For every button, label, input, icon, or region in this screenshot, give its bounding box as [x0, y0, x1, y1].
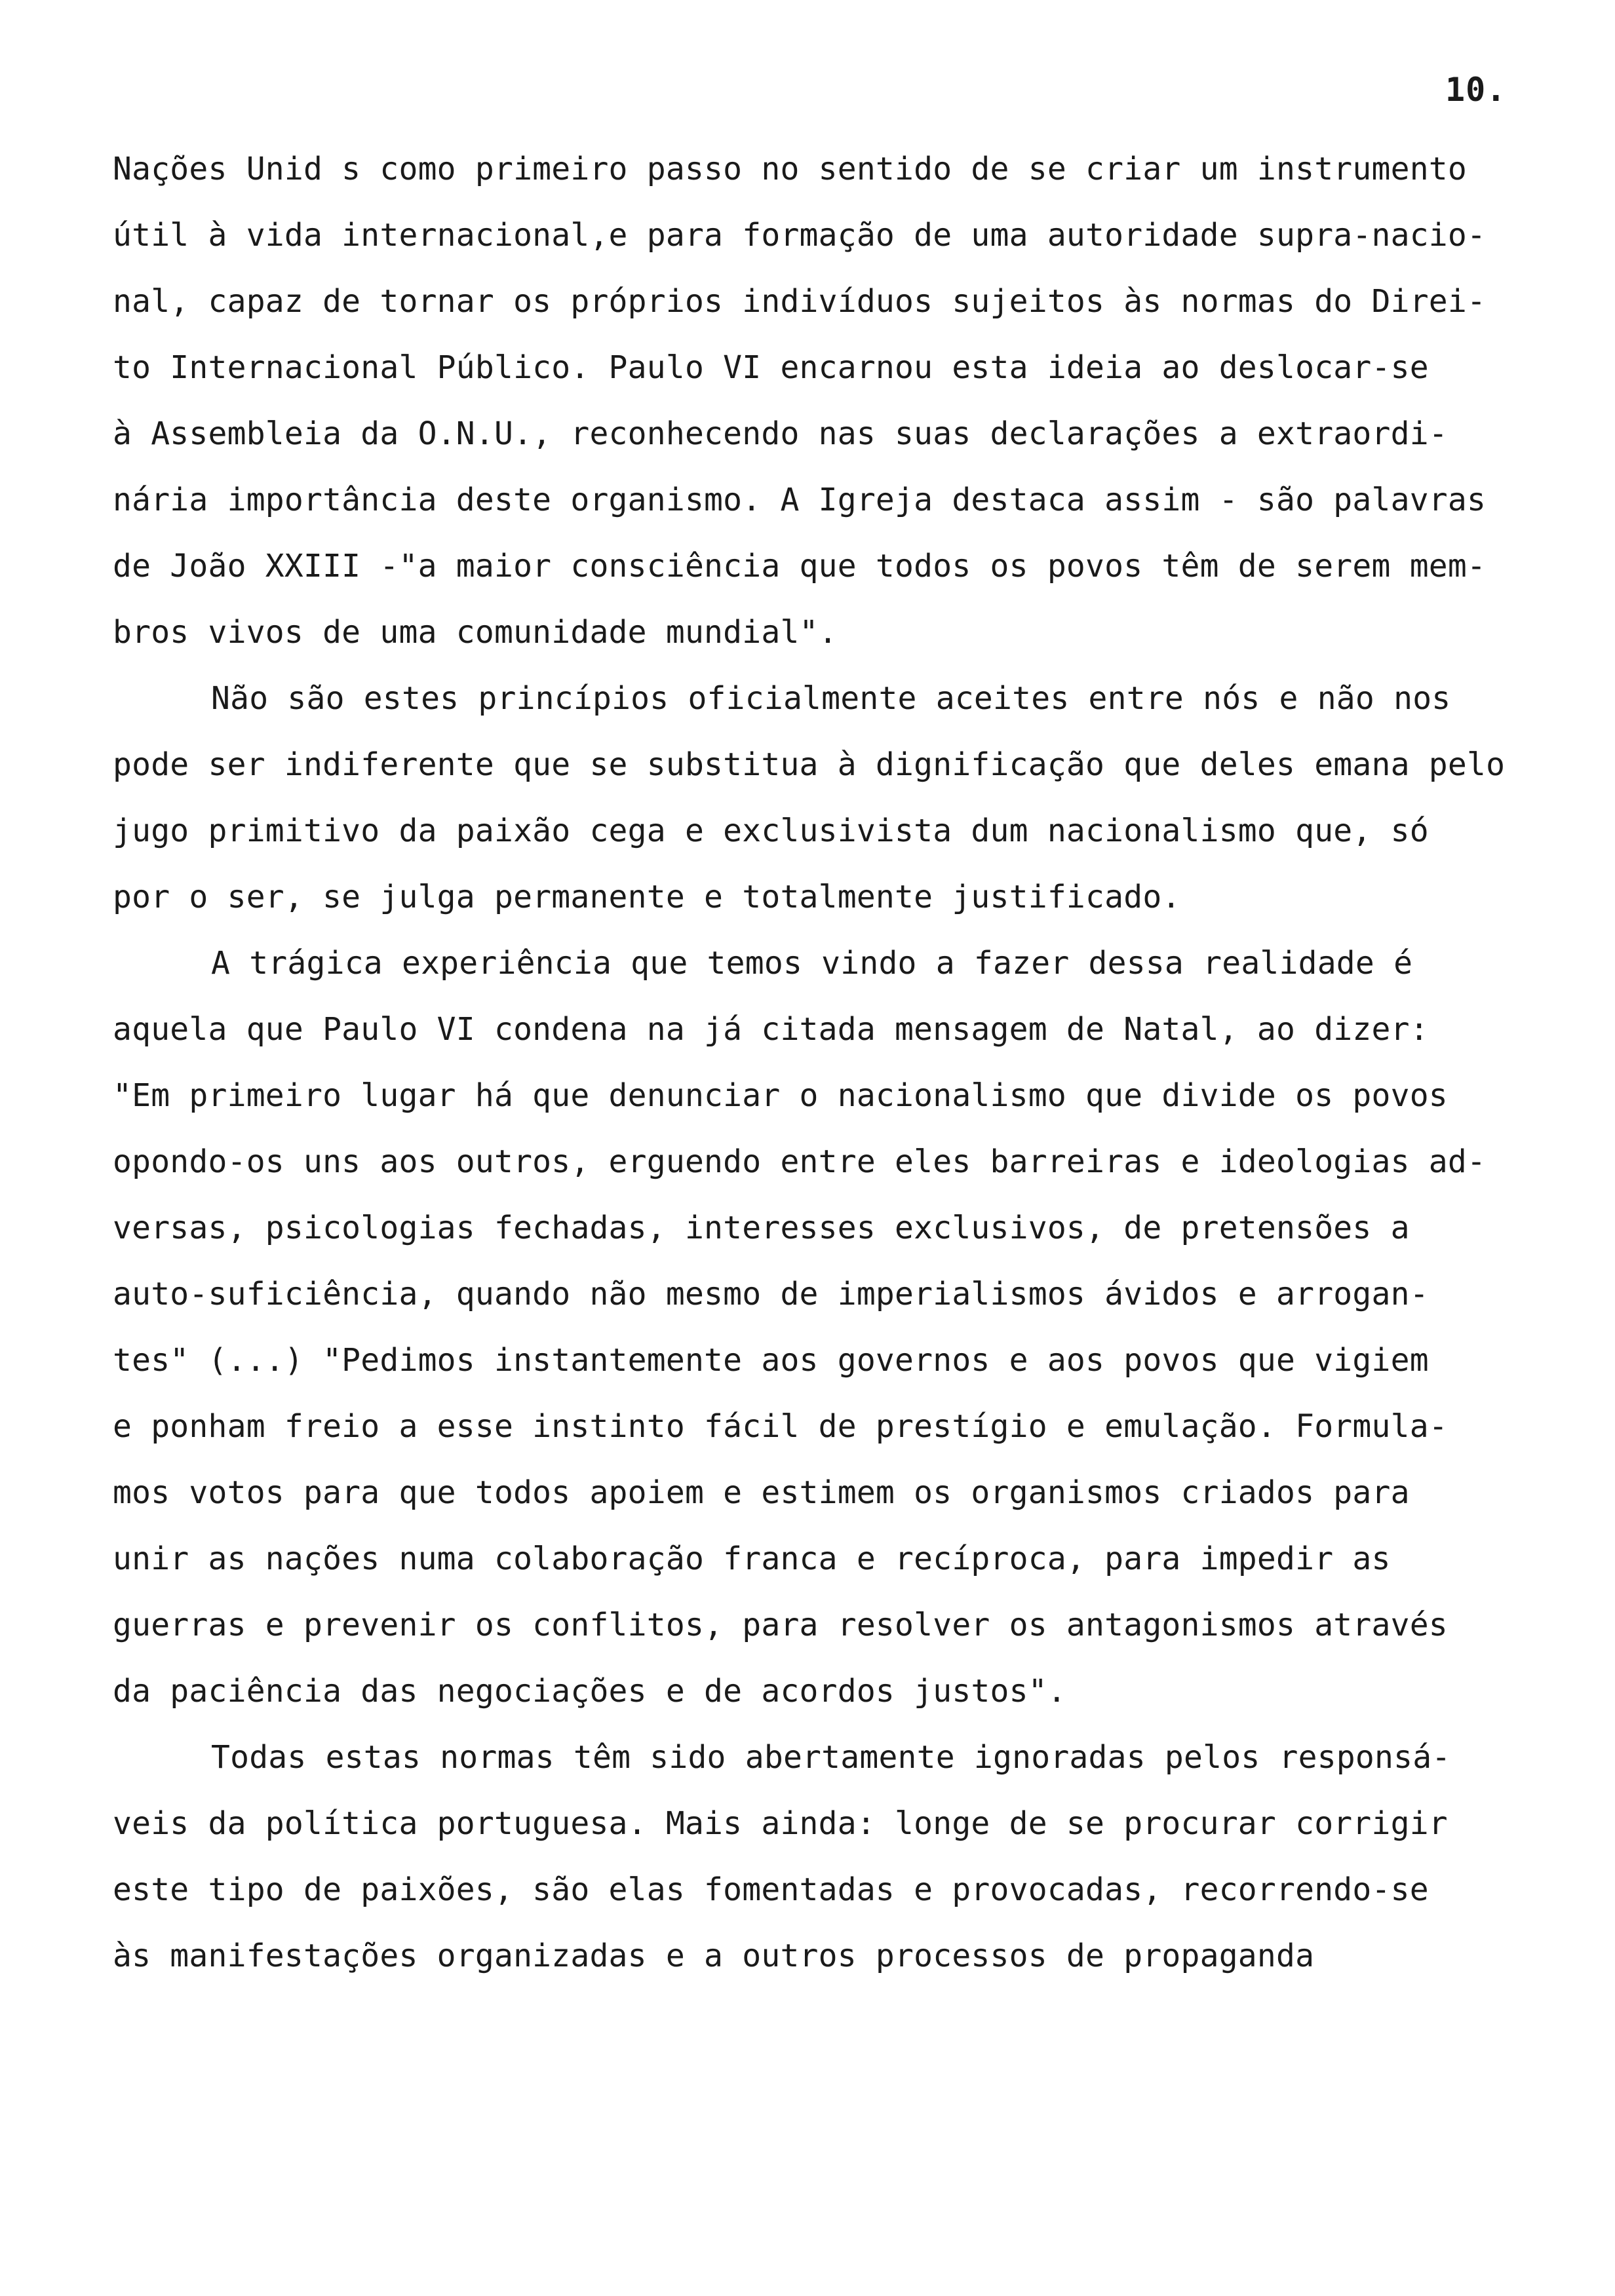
text-line: guerras e prevenir os conflitos, para resolver os antagonismos através: [113, 1607, 1448, 1643]
text-line: de João XXIII -"a maior consciência que todos os povos têm de serem mem-: [113, 548, 1487, 584]
text-line: da paciência das negociações e de acordos justos".: [113, 1673, 1066, 1710]
text-line: pode ser indiferente que se substitua à dignificação que deles emana pelo: [113, 746, 1506, 783]
text-line: "Em primeiro lugar há que denunciar o nacionalismo que divide os povos: [113, 1077, 1448, 1114]
text-line: aquela que Paulo VI condena na já citada mensagem de Natal, ao dizer:: [113, 1011, 1429, 1048]
text-line: unir as nações numa colaboração franca e recíproca, para impedir as: [113, 1540, 1391, 1577]
text-line: este tipo de paixões, são elas fomentadas e provocadas, recorrendo-se: [113, 1871, 1429, 1908]
text-line: jugo primitivo da paixão cega e exclusivista dum nacionalismo que, só: [113, 813, 1429, 849]
text-line: auto-suficiência, quando não mesmo de imperialismos ávidos e arrogan-: [113, 1276, 1429, 1312]
text-line: to Internacional Público. Paulo VI encarnou esta ideia ao deslocar-se: [113, 349, 1429, 386]
page-number: 10.: [1445, 71, 1507, 109]
paragraph-start-line: Todas estas normas têm sido abertamente ignoradas pelos responsá-: [211, 1739, 1451, 1776]
text-line: Nações Unid s como primeiro passo no sentido de se criar um instrumento: [113, 151, 1467, 187]
text-line: opondo-os uns aos outros, erguendo entre eles barreiras e ideologias ad-: [113, 1143, 1487, 1180]
text-line: e ponham freio a esse instinto fácil de prestígio e emulação. Formula-: [113, 1408, 1448, 1445]
text-line: nária importância deste organismo. A Igreja destaca assim - são palavras: [113, 482, 1487, 518]
text-line: nal, capaz de tornar os próprios indivíduos sujeitos às normas do Direi-: [113, 283, 1487, 320]
paragraph-start-line: Não são estes princípios oficialmente aceites entre nós e não nos: [211, 680, 1451, 717]
text-line: veis da política portuguesa. Mais ainda: longe de se procurar corrigir: [113, 1805, 1448, 1842]
text-line: útil à vida internacional,e para formação de uma autoridade supra-nacio-: [113, 217, 1487, 254]
text-line: mos votos para que todos apoiem e estimem os organismos criados para: [113, 1474, 1410, 1511]
paragraph-start-line: A trágica experiência que temos vindo a fazer dessa realidade é: [211, 945, 1413, 982]
text-line: à Assembleia da O.N.U., reconhecendo nas suas declarações a extraordi-: [113, 415, 1448, 452]
text-line: às manifestações organizadas e a outros processos de propaganda: [113, 1938, 1315, 1974]
body-text: [113, 136, 1542, 1989]
text-line: tes" (...) "Pedimos instantemente aos governos e aos povos que vigiem: [113, 1342, 1429, 1379]
text-line: versas, psicologias fechadas, interesses exclusivos, de pretensões a: [113, 1210, 1410, 1246]
text-line: por o ser, se julga permanente e totalmente justificado.: [113, 879, 1181, 915]
text-line: bros vivos de uma comunidade mundial".: [113, 614, 838, 651]
